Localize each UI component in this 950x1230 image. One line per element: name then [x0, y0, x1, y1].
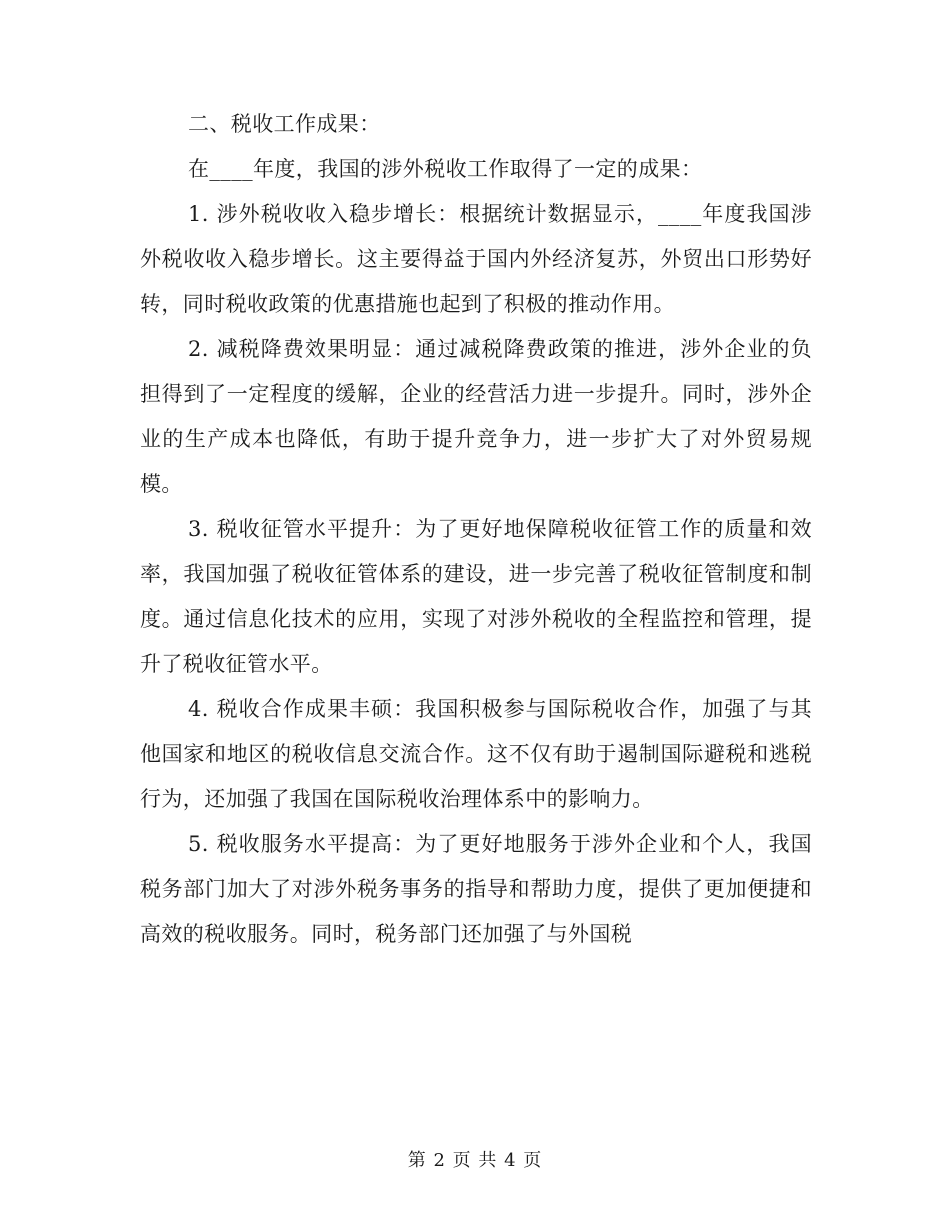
list-item: 4. 税收合作成果丰硕：我国积极参与国际税收合作，加强了与其他国家和地区的税收信息交流合作。这不仅有助于遏制国际避税和逃税行为，还加强了我国在国际税收治理体系中的影响力。 — [140, 697, 812, 811]
list-item: 3. 税收征管水平提升：为了更好地保障税收征管工作的质量和效率，我国加强了税收征管体系的建设，进一步完善了税收征管制度和制度。通过信息化技术的应用，实现了对涉外税收的全程监控和管理，提升了税收征管水平。 — [140, 517, 812, 676]
list-item: 2. 减税降费效果明显：通过减税降费政策的推进，涉外企业的负担得到了一定程度的缓解，企业的经营活力进一步提升。同时，涉外企业的生产成本也降低，有助于提升竞争力，进一步扩大了对外贸易规模。 — [140, 337, 812, 496]
list-item: 1. 涉外税收收入稳步增长：根据统计数据显示，____年度我国涉外税收收入稳步增长。这主要得益于国内外经济复苏，外贸出口形势好转，同时税收政策的优惠措施也起到了积极的推动作用。 — [140, 202, 812, 316]
intro-paragraph: 在____年度，我国的涉外税收工作取得了一定的成果： — [188, 157, 703, 181]
list-item: 5. 税收服务水平提高：为了更好地服务于涉外企业和个人，我国税务部门加大了对涉外税务事务的指导和帮助力度，提供了更加便捷和高效的税收服务。同时，税务部门还加强了与外国税 — [140, 832, 812, 946]
document-body — [140, 102, 812, 957]
section-heading: 二、税收工作成果： — [188, 112, 381, 136]
page-number-footer: 第 2 页 共 4 页 — [407, 1150, 543, 1171]
